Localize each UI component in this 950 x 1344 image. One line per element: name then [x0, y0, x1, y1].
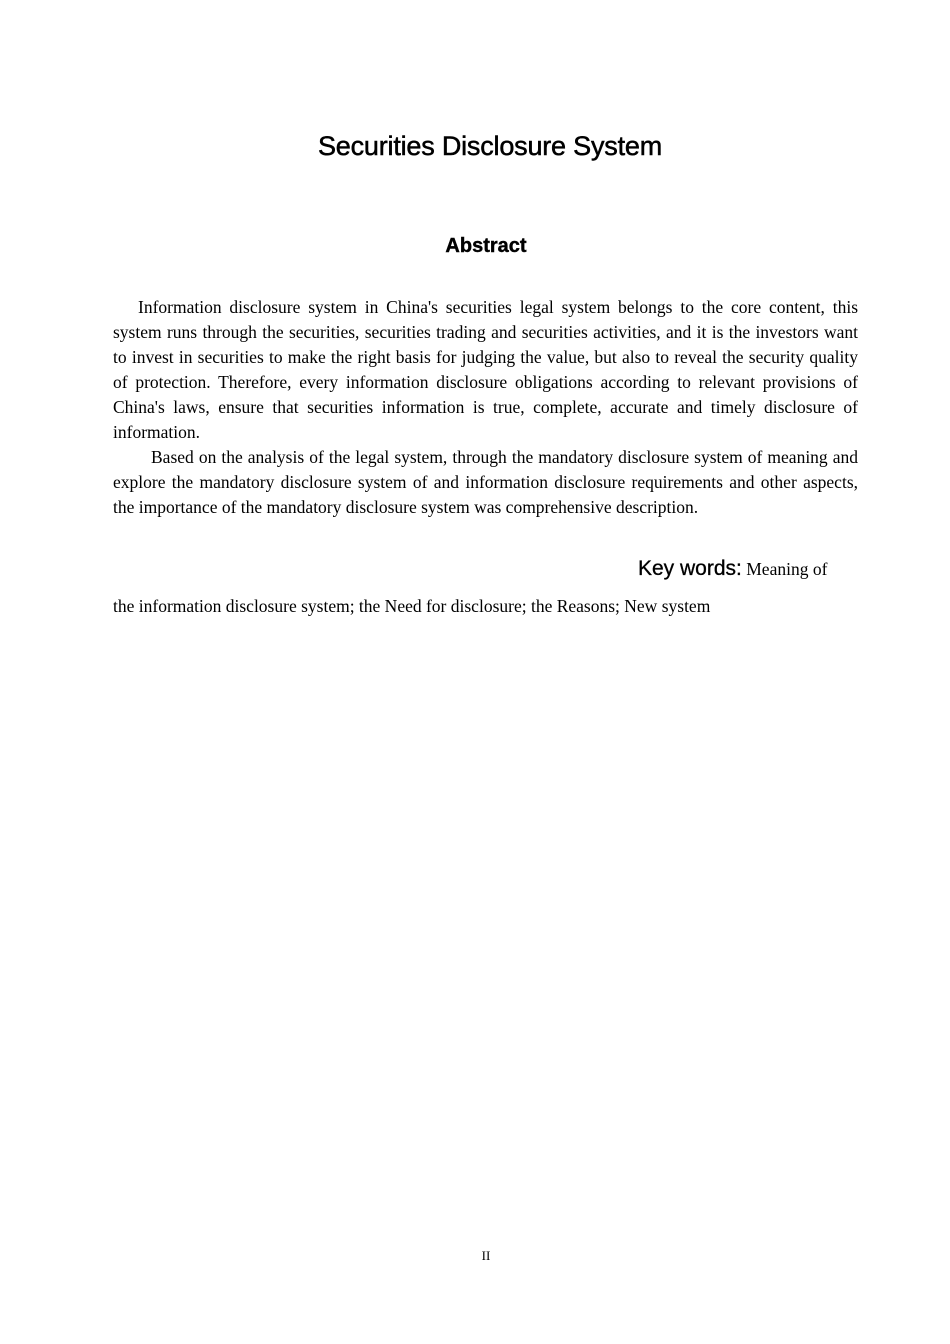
- page-number: II: [481, 1248, 491, 1263]
- keywords-line: [638, 555, 827, 583]
- keywords-label: Key words:: [638, 557, 742, 580]
- keywords-first-line: Meaning of: [746, 559, 828, 579]
- abstract-paragraph-1: Information disclosure system in China's securities legal system belongs to the core content, this system runs through the securities, securities trading and securities activities, and it is the investors want to invest in securities to make the right basis for judging the value, but also to reveal the security quality of protection. Therefore, every information disclosure obligations according to relevant provisions of China's laws, ensure that securities information is true, complete, accurate and timely disclosure of information.: [113, 297, 858, 442]
- document-title: Securities Disclosure System: [317, 131, 662, 161]
- abstract-paragraph-2: Based on the analysis of the legal system, through the mandatory disclosure system of meaning and explore the mandatory disclosure system of and information disclosure requirements and other aspects, the importance of the mandatory disclosure system was comprehensive description.: [113, 447, 858, 517]
- keywords-continuation: the information disclosure system; the Need for disclosure; the Reasons; New system: [113, 596, 711, 616]
- abstract-heading: Abstract: [445, 235, 527, 257]
